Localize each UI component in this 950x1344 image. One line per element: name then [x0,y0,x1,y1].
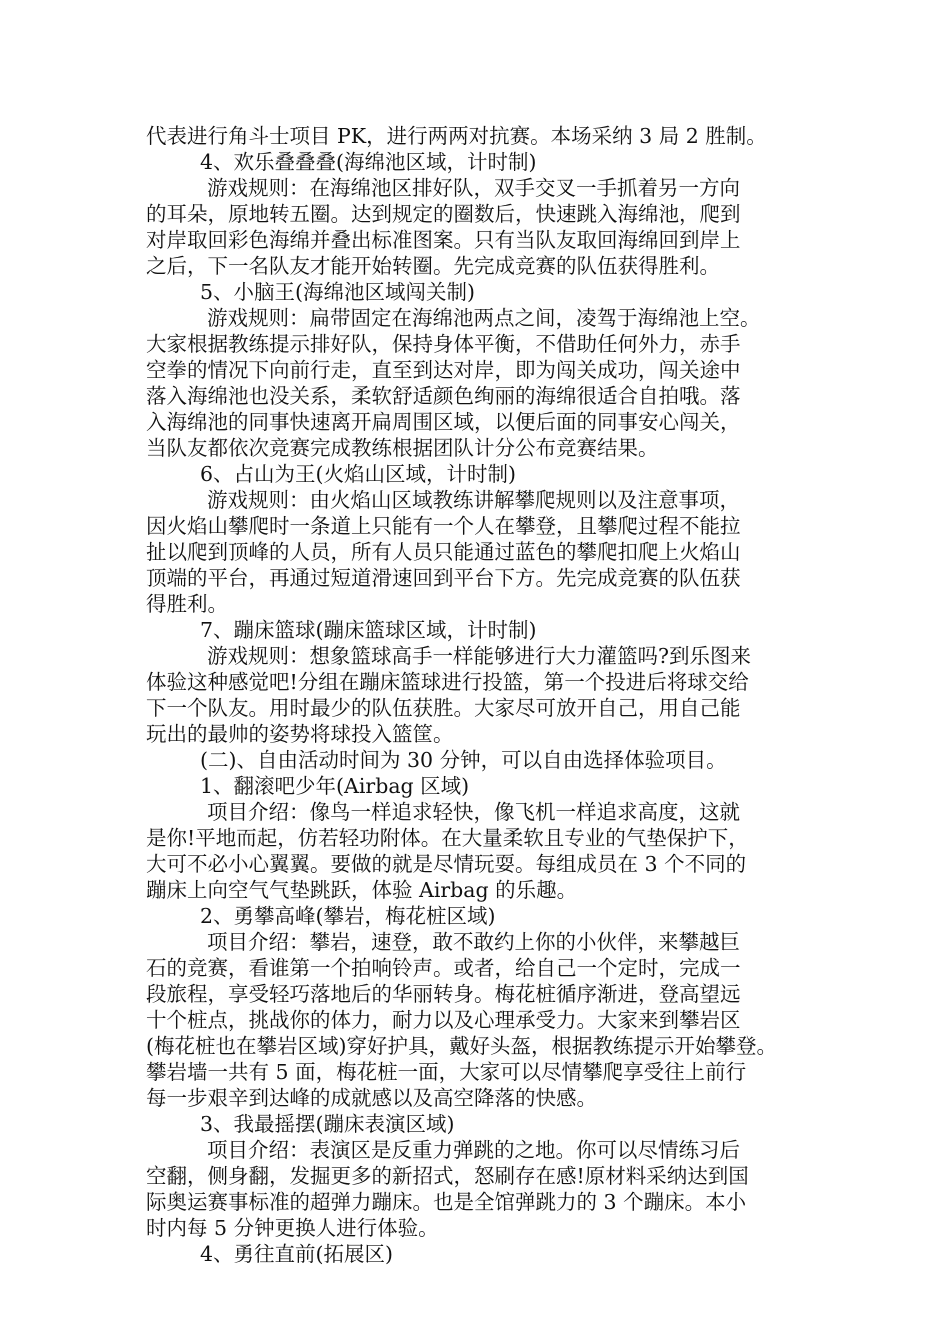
body-text-line: 空拳的情况下向前行走，直至到达对岸，即为闯关成功，闯关途中 [146,358,741,382]
section-heading: 7、蹦床篮球(蹦床篮球区域，计时制) [200,618,537,642]
section-heading: 3、我最摇摆(蹦床表演区域) [200,1112,455,1136]
body-text-line: 游戏规则：扁带固定在海绵池两点之间，凌驾于海绵池上空。 [207,306,761,330]
body-text-line: 入海绵池的同事快速离开扁周围区域，以便后面的同事安心闯关， [146,410,741,434]
body-text-line: 的耳朵，原地转五圈。达到规定的圈数后，快速跳入海绵池，爬到 [146,202,741,226]
body-text-line: 项目介绍：表演区是反重力弹跳的之地。你可以尽情练习后 [207,1138,740,1162]
body-text-line: 攀岩墙一共有 5 面，梅花桩一面，大家可以尽情攀爬享受往上前行 [146,1060,747,1084]
section-heading: 4、勇往直前(拓展区) [200,1242,394,1266]
body-text-line: 落入海绵池也没关系，柔软舒适颜色绚丽的海绵很适合自拍哦。落 [146,384,741,408]
body-text-line: 游戏规则：在海绵池区排好队，双手交叉一手抓着另一方向 [207,176,740,200]
body-text-line: 下一个队友。用时最少的队伍获胜。大家尽可放开自己，用自己能 [146,696,741,720]
body-text-line: 段旅程，享受轻巧落地后的华丽转身。梅花桩循序渐进，登高望远 [146,982,741,1006]
body-text-line: 当队友都依次竞赛完成教练根据团队计分公布竞赛结果。 [146,436,659,460]
body-text-line: 际奥运赛事标准的超弹力蹦床。也是全馆弹跳力的 3 个蹦床。本小 [146,1190,747,1214]
body-text-line: 项目介绍：像鸟一样追求轻快，像飞机一样追求高度，这就 [207,800,740,824]
body-text-line: 每一步艰辛到达峰的成就感以及高空降落的快感。 [146,1086,597,1110]
body-text-line: 大家根据教练提示排好队，保持身体平衡，不借助任何外力，赤手 [146,332,741,356]
section-heading: 6、占山为王(火焰山区域，计时制) [200,462,517,486]
body-text-line: 体验这种感觉吧!分组在蹦床篮球进行投篮，第一个投进后将球交给 [146,670,749,694]
body-text-line: 游戏规则：想象篮球高手一样能够进行大力灌篮吗?到乐图来 [207,644,751,668]
body-text-line: 项目介绍：攀岩，速登，敢不敢约上你的小伙伴，来攀越巨 [207,930,740,954]
body-text-line: 大可不必小心翼翼。要做的就是尽情玩耍。每组成员在 3 个不同的 [146,852,747,876]
body-text-line: 扯以爬到顶峰的人员，所有人员只能通过蓝色的攀爬扣爬上火焰山 [146,540,741,564]
body-text-line: 对岸取回彩色海绵并叠出标准图案。只有当队友取回海绵回到岸上 [146,228,741,252]
section-heading: 2、勇攀高峰(攀岩，梅花桩区域) [200,904,496,928]
body-text-line: 时内每 5 分钟更换人进行体验。 [146,1216,439,1240]
body-text-line: (梅花桩也在攀岩区域)穿好护具，戴好头盔，根据教练提示开始攀登。 [146,1034,777,1058]
body-text-line: 游戏规则：由火焰山区域教练讲解攀爬规则以及注意事项， [207,488,740,512]
body-text-line: 是你!平地而起，仿若轻功附体。在大量柔软且专业的气垫保护下， [146,826,749,850]
body-text-line: 之后，下一名队友才能开始转圈。先完成竞赛的队伍获得胜利。 [146,254,720,278]
body-text-line: 因火焰山攀爬时一条道上只能有一个人在攀登，且攀爬过程不能拉 [146,514,741,538]
body-text-line: 代表进行角斗士项目 PK，进行两两对抗赛。本场采纳 3 局 2 胜制。 [146,124,767,148]
body-text-line: 得胜利。 [146,592,228,616]
section-heading: 1、翻滚吧少年(Airbag 区域) [200,774,470,798]
section-heading: (二)、自由活动时间为 30 分钟，可以自由选择体验项目。 [200,748,727,772]
body-text-line: 石的竞赛，看谁第一个拍响铃声。或者，给自己一个定时，完成一 [146,956,741,980]
section-heading: 4、欢乐叠叠叠(海绵池区域，计时制) [200,150,537,174]
body-text-line: 玩出的最帅的姿势将球投入篮筐。 [146,722,454,746]
body-text-line: 十个桩点，挑战你的体力，耐力以及心理承受力。大家来到攀岩区 [146,1008,741,1032]
body-text-line: 空翻，侧身翻，发掘更多的新招式，怒刷存在感!原材料采纳达到国 [146,1164,749,1188]
body-text-line: 顶端的平台，再通过短道滑速回到平台下方。先完成竞赛的队伍获 [146,566,741,590]
body-text-line: 蹦床上向空气气垫跳跃，体验 Airbag 的乐趣。 [146,878,578,902]
section-heading: 5、小脑王(海绵池区域闯关制) [200,280,476,304]
